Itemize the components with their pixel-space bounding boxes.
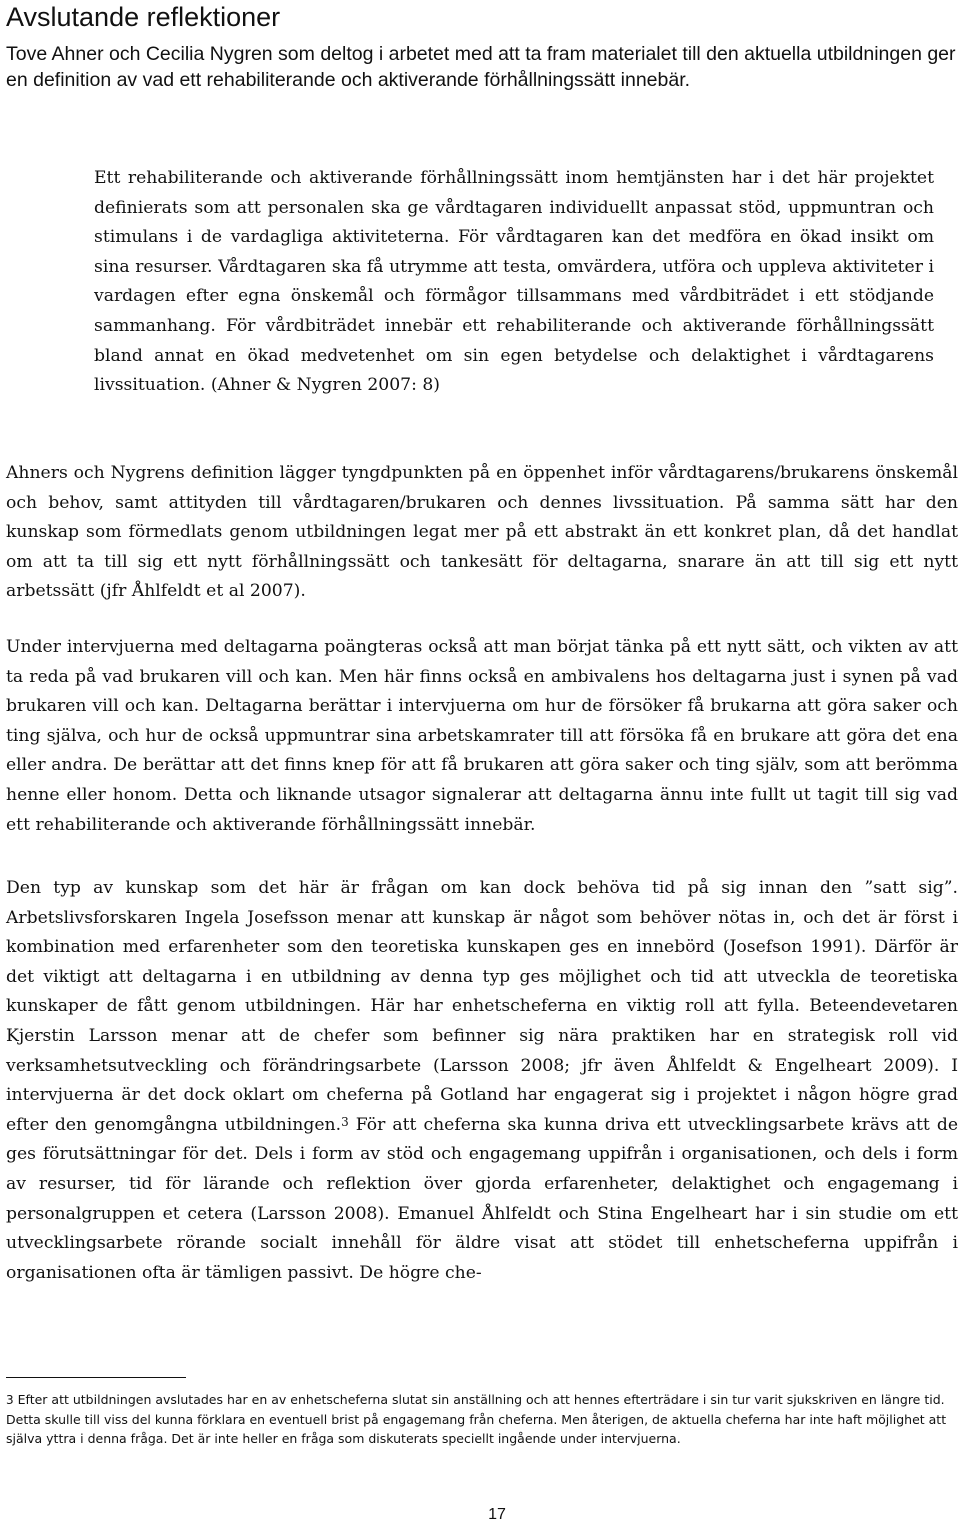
footnote-text: Efter att utbildningen avslutades har en av enhetscheferna slutat sin anställning och att hennes efterträdare i sin tur varit sjukskriven en längre tid. Detta skulle till viss del kunna förklara en eventuell brist på engagemang från cheferna. Men återigen, de aktuella cheferna har inte haft möjlighet att själva yttra i denna fråga. Det är inte heller en fråga som diskuterats speciellt ingående under intervjuerna. (6, 1392, 947, 1447)
footnote-divider (6, 1377, 186, 1378)
block-quote: Ett rehabiliterande och aktiverande förhållningssätt inom hemtjänsten har i det här projektet definierats som att personalen ska ge vårdtagaren individuellt anpassat stöd, uppmuntran och stimulans i de vardagliga aktiviteterna. För vårdtagaren kan det medföra en ökad insikt om sina resurser. Vårdtagaren ska få utrymme att testa, omvärdera, utföra och uppleva aktiviteter i vardagen efter egna önskemål och förmågor tillsammans med vårdbiträdet i ett stödjande sammanhang. För vårdbiträdet innebär ett rehabiliterande och aktiverande förhållningssätt bland annat en ökad medvetenhet om sin egen betydelse och delaktighet i vårdtagarens livssituation. (Ahner & Nygren 2007: 8) (94, 168, 934, 396)
footnote-number: 3 (6, 1393, 14, 1407)
footnote (6, 1390, 956, 1449)
paragraph-3-text-end: För att cheferna ska kunna driva ett utvecklingsarbete krävs att de ges förutsättningar för det. Dels i form av stöd och engagemang uppifrån i organisationen, och dels i form av resurser, tid för lärande och reflektion över gjorda erfarenheter, delaktighet och engagemang i personalgruppen et cetera (Larsson 2008). Emanuel Åhlfeldt och Stina Engelheart har i sin studie om ett utvecklingsarbete rörande socialt innehåll för äldre visat att stödet till enhetscheferna uppifrån i organisationen ofta är tämligen passivt. De högre che- (6, 1114, 958, 1283)
footnote-reference: 3 (341, 1114, 349, 1129)
intro-paragraph: Tove Ahner och Cecilia Nygren som deltog i arbetet med att ta fram materialet till den aktuella utbildningen ger en definition av vad ett rehabiliterande och aktiverande förhållningssätt innebär. (6, 43, 956, 91)
body-paragraph-3 (6, 874, 958, 1288)
body-paragraph-1: Ahners och Nygrens definition lägger tyngdpunkten på en öppenhet inför vårdtagarens/brukarens önskemål och behov, samt attityden till vårdtagaren/brukaren och dennes livssituation. På samma sätt har den kunskap som förmedlats genom utbildningen legat mer på ett abstrakt än ett konkret plan, då det handlat om att ta till sig ett nytt förhållningssätt och tankesätt för deltagarna, snarare än att till sig ett nytt arbetssätt (jfr Åhlfeldt et al 2007). (6, 463, 958, 602)
section-heading: Avslutande reflektioner (6, 2, 281, 32)
body-paragraph-2: Under intervjuerna med deltagarna poängteras också att man börjat tänka på ett nytt sätt, och vikten av att ta reda på vad brukaren vill och kan. Men här finns också en ambivalens hos deltagarna just i synen på vad brukaren vill och kan. Deltagarna berättar i intervjuerna om hur de försöker få brukarna att göra saker och ting själva, och hur de också uppmuntrar sina arbetskamrater till att försöka få en brukare att göra det ena eller andra. De berättar att det finns knep för att få brukaren att göra saker och ting själv, som att berömma henne eller honom. Detta och liknande utsagor signalerar att deltagarna ännu inte fullt ut tagit till sig vad ett rehabiliterande och aktiverande förhållningssätt innebär. (6, 637, 958, 835)
paragraph-3-text-start: Den typ av kunskap som det här är frågan om kan dock behöva tid på sig innan den ”satt sig”. Arbetslivsforskaren Ingela Josefsson menar att kunskap är något som behöver nötas in, och det är först i kombination med erfarenheter som den teoretiska kunskapen ges en innebörd (Josefson 1991). Därför är det viktigt att deltagarna i en utbildning av denna typ ges möjlighet och tid att utveckla de teoretiska kunskaper de fått genom utbildningen. Här har enhetscheferna en viktig roll att fylla. Beteendevetaren Kjerstin Larsson menar att de chefer som befinner sig nära praktiken har en strategisk roll vid verksamhetsutveckling och förändringsarbete (Larsson 2008; jfr även Åhlfeldt & Engelheart 2009). I intervjuerna är det dock oklart om cheferna på Gotland har engagerat sig i projektet i någon högre grad efter den genomgångna utbildningen. (6, 878, 958, 1135)
page-number: 17 (488, 1506, 506, 1523)
